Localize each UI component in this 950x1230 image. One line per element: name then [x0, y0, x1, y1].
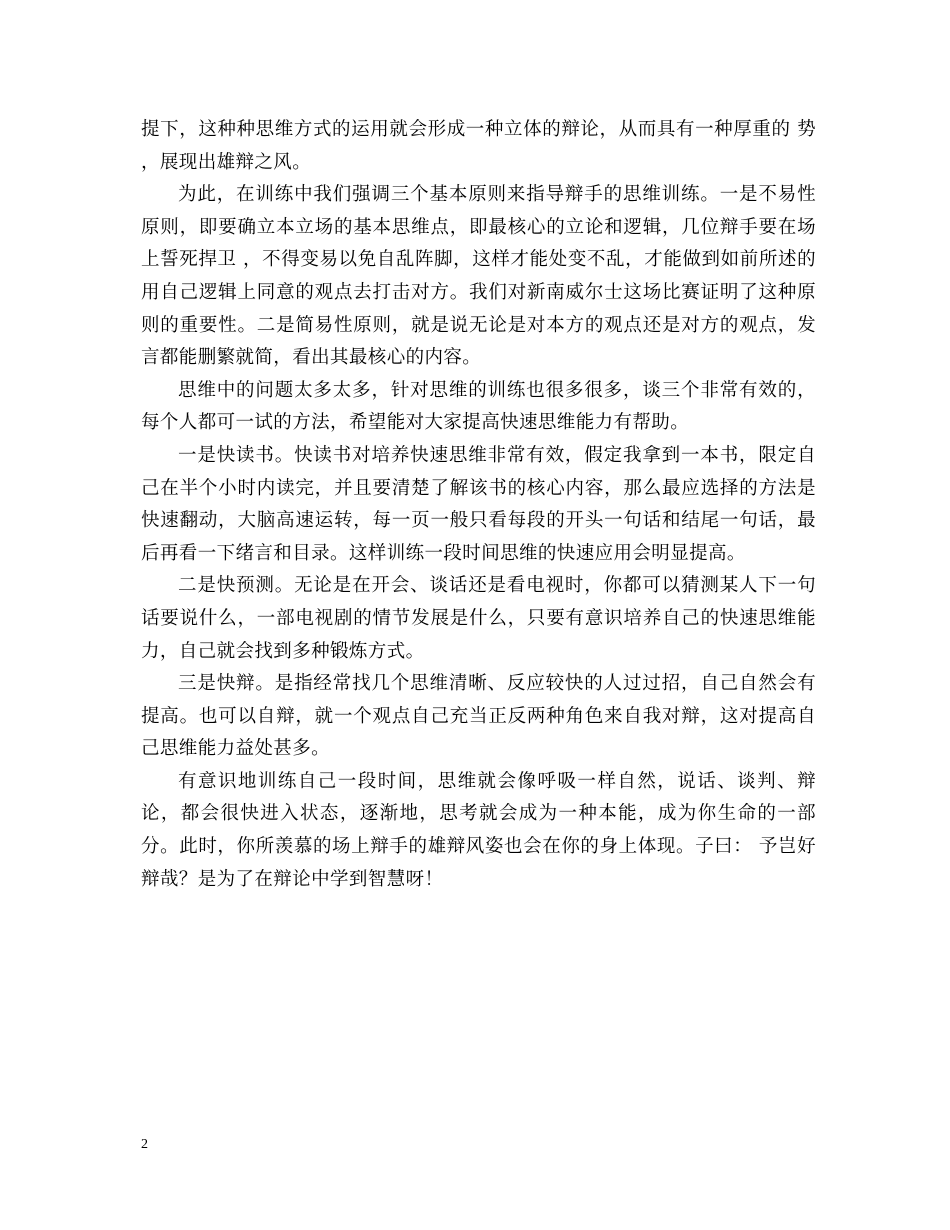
paragraph-7: 有意识地训练自己一段时间，思维就会像呼吸一样自然，说话、谈判、辩论，都会很快进入状态，逐渐地，思考就会成为一种本能，成为你生命的一部分。此时，你所羡慕的场上辩手的雄辩风姿也会在你的身上体现。子曰： 予岂好辩哉？是为了在辩论中学到智慧呀！ — [141, 770, 816, 890]
paragraph-5: 二是快预测。无论是在开会、谈话还是看电视时，你都可以猜测某人下一句话要说什么，一部电视剧的情节发展是什么，只要有意识培养自己的快速思维能力，自己就会找到多种锻炼方式。 — [141, 575, 816, 662]
paragraph-4: 一是快读书。快读书对培养快速思维非常有效，假定我拿到一本书，限定自己在半个小时内读完，并且要清楚了解该书的核心内容，那么最应选择的方法是快速翻动，大脑高速运转，每一页一般只看每段的开头一句话和结尾一句话，最后再看一下绪言和目录。这样训练一段时间思维的快速应用会明显提高。 — [141, 444, 816, 564]
paragraph-6: 三是快辩。是指经常找几个思维清晰、反应较快的人过过招，自己自然会有提高。也可以自辩，就一个观点自己充当正反两种角色来自我对辩，这对提高自己思维能力益处甚多。 — [141, 673, 816, 760]
page-number: 2 — [141, 1137, 148, 1152]
body-text — [141, 114, 816, 896]
paragraph-3: 思维中的问题太多太多，针对思维的训练也很多很多，谈三个非常有效的，每个人都可一试的方法，希望能对大家提高快速思维能力有帮助。 — [141, 379, 816, 434]
paragraph-2: 为此，在训练中我们强调三个基本原则来指导辩手的思维训练。一是不易性原则，即要确立本立场的基本思维点，即最核心的立论和逻辑，几位辩手要在场上誓死捍卫 ，不得变易以免自乱阵脚，这样才能处变不乱，才能做到如前所述的用自己逻辑上同意的观点去打击对方。我们对新南威尔士这场比赛证明了这种原则的重要性。二是简易性原则，就是说无论是对本方的观点还是对方的观点，发言都能删繁就简，看出其最核心的内容。 — [141, 184, 816, 369]
paragraph-1: 提下，这种种思维方式的运用就会形成一种立体的辩论，从而具有一种厚重的 势 ，展现出雄辩之风。 — [141, 119, 816, 173]
